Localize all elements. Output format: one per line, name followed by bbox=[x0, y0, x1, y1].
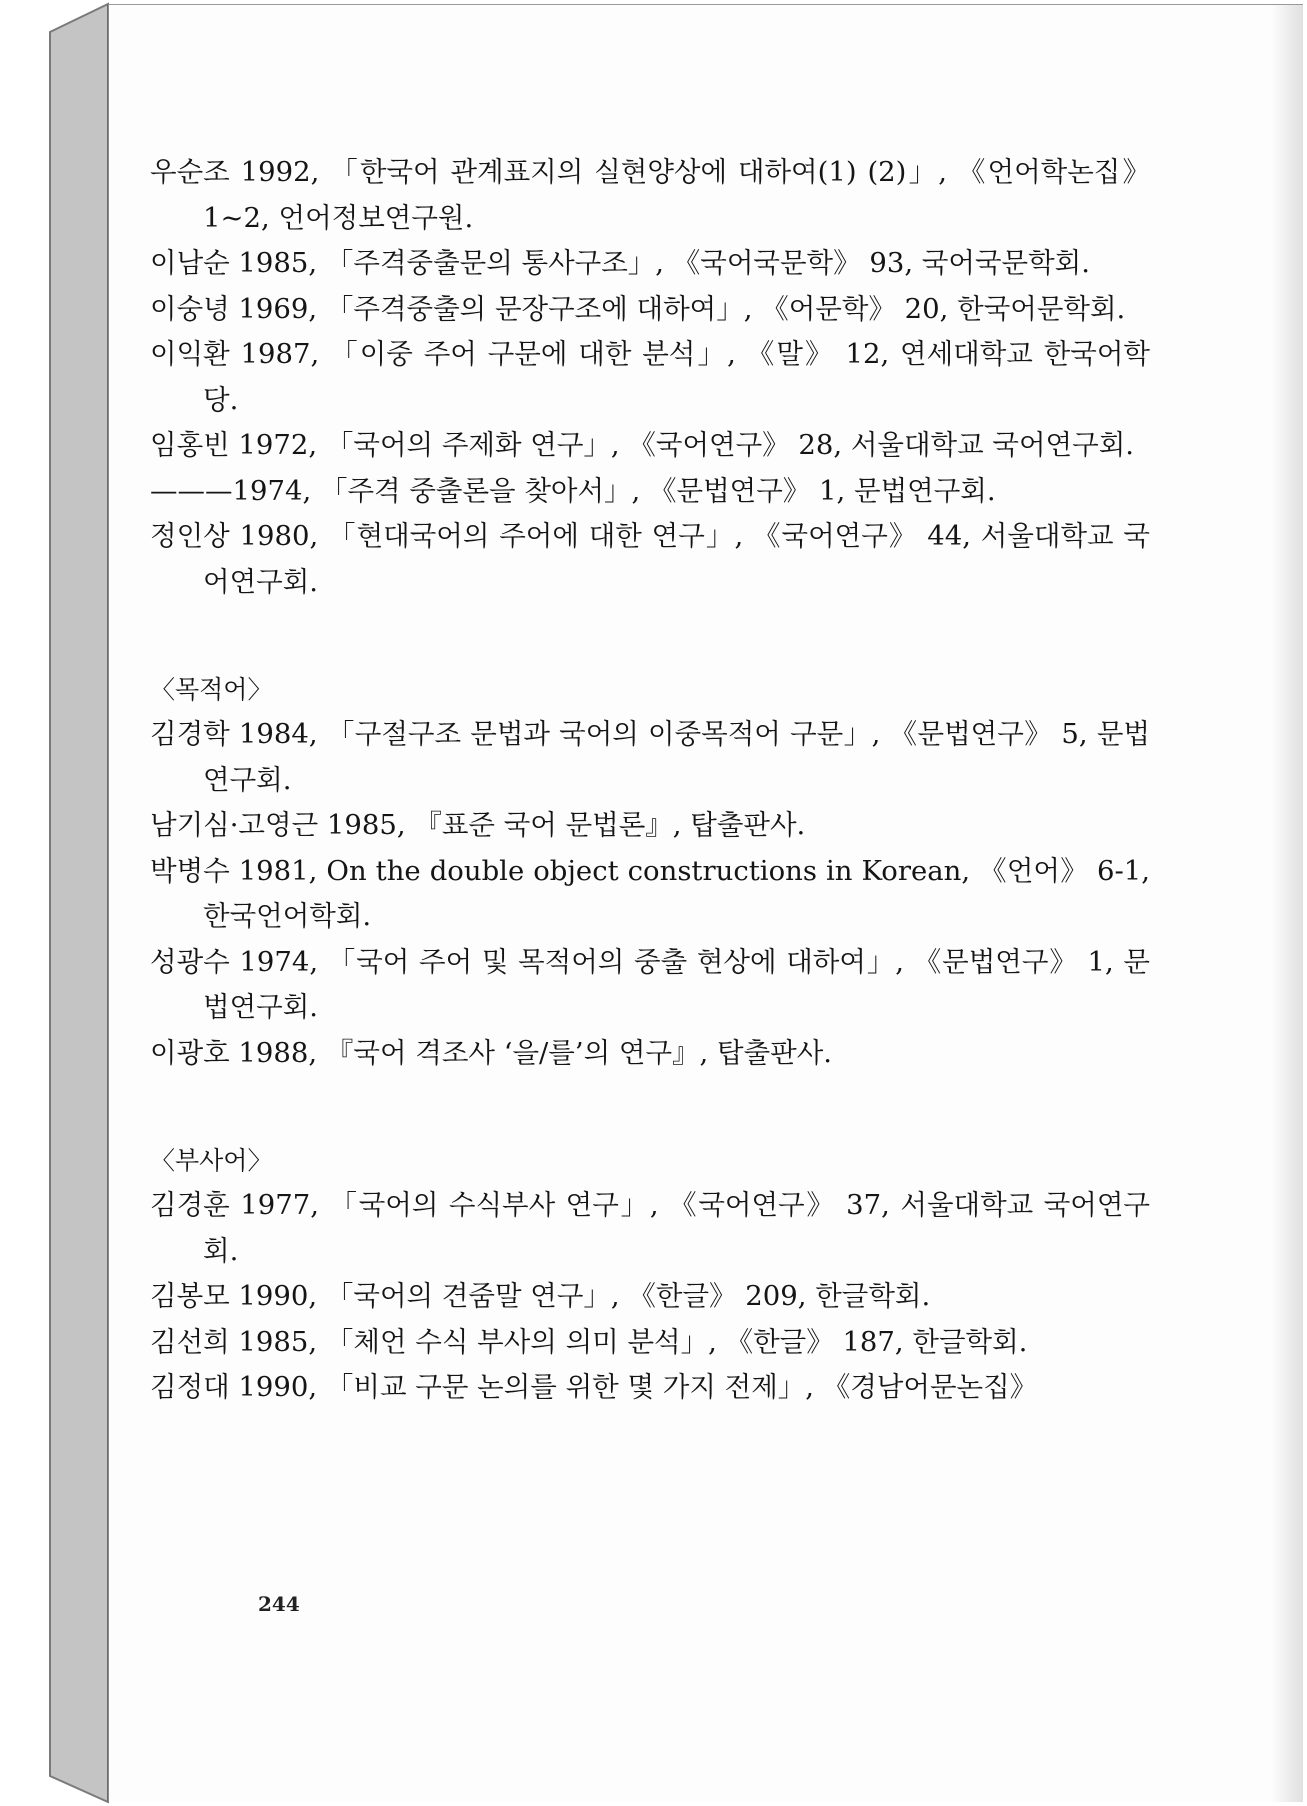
reference-entry: 김정대 1990, 「비교 구문 논의를 위한 몇 가지 전제」, 《경남어문논집》 bbox=[150, 1371, 1038, 1403]
reference-entry: ———1974, 「주격 중출론을 찾아서」, 《문법연구》 1, 문법연구회. bbox=[150, 474, 996, 507]
subject-references bbox=[150, 150, 1150, 605]
reference-entry: 김선희 1985, 「체언 수식 부사의 의미 분석」, 《한글》 187, 한글학회. bbox=[150, 1325, 1028, 1358]
section-title-object: 〈목적어〉 bbox=[150, 675, 273, 704]
adverb-references bbox=[150, 1138, 1150, 1411]
bibliography bbox=[150, 150, 1150, 1411]
reference-entry: 성광수 1974, 「국어 주어 및 목적어의 중출 현상에 대하여」, 《문법연구》 1, 문법연구회. bbox=[150, 945, 1150, 1023]
reference-entry: 김봉모 1990, 「국어의 견줌말 연구」, 《한글》 209, 한글학회. bbox=[150, 1280, 931, 1312]
book-spine-shape bbox=[0, 0, 120, 1806]
page-edge-shadow bbox=[1271, 5, 1303, 1802]
reference-entry: 남기심·고영근 1985, 『표준 국어 문법론』, 탑출판사. bbox=[150, 809, 806, 841]
reference-entry: 김경학 1984, 「구절구조 문법과 국어의 이중목적어 구문」, 《문법연구》 5, 문법연구회. bbox=[150, 718, 1150, 796]
reference-entry: 임홍빈 1972, 「국어의 주제화 연구」, 《국어연구》 28, 서울대학교 국어연구회. bbox=[150, 429, 1134, 461]
reference-entry: 이익환 1987, 「이중 주어 구문에 대한 분석」, 《말》 12, 연세대학교 한국어학당. bbox=[150, 338, 1150, 416]
reference-entry: 정인상 1980, 「현대국어의 주어에 대한 연구」, 《국어연구》 44, 서울대학교 국어연구회. bbox=[150, 520, 1150, 598]
object-references bbox=[150, 667, 1150, 1076]
reference-entry: 이숭녕 1969, 「주격중출의 문장구조에 대하여」, 《어문학》 20, 한국어문학회. bbox=[150, 292, 1126, 325]
section-title-adverb: 〈부사어〉 bbox=[150, 1146, 273, 1175]
reference-entry: 박병수 1981, On the double object constructions in Korean, 《언어》 6-1, 한국언어학회. bbox=[150, 854, 1150, 932]
book-spine bbox=[0, 0, 120, 1806]
reference-entry: 이남순 1985, 「주격중출문의 통사구조」, 《국어국문학》 93, 국어국문학회. bbox=[150, 247, 1090, 279]
page-number: 244 bbox=[258, 1592, 300, 1616]
reference-entry: 우순조 1992, 「한국어 관계표지의 실현양상에 대하여(1) (2)」, 《언어학논집》 1~2, 언어정보연구원. bbox=[150, 156, 1150, 234]
reference-entry: 이광호 1988, 『국어 격조사 ‘을/를’의 연구』, 탑출판사. bbox=[150, 1036, 833, 1069]
reference-entry: 김경훈 1977, 「국어의 수식부사 연구」, 《국어연구》 37, 서울대학교 국어연구회. bbox=[150, 1189, 1150, 1267]
